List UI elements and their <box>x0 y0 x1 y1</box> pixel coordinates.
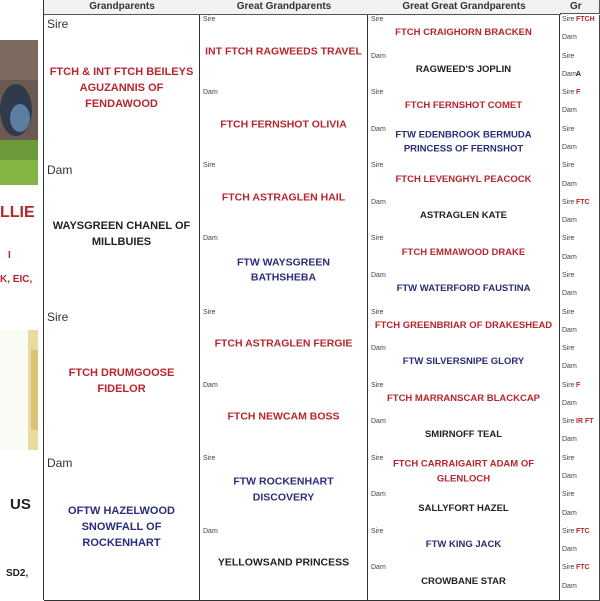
great-grandparent-parent-label: Sire <box>203 454 216 462</box>
great-grandparent-name: FTCH ASTRAGLEN HAIL <box>221 191 346 204</box>
ancestor-parent-label: Dam <box>562 509 577 517</box>
ancestor-cell <box>560 308 600 327</box>
ancestor-cell <box>560 490 600 509</box>
ancestor-parent-label: Sire <box>562 271 575 279</box>
ancestor-parent-label: Sire <box>562 564 575 572</box>
ancestor-cell <box>560 326 600 345</box>
great-great-grandparent-cell <box>368 454 560 492</box>
puppy-title-fragment: I <box>8 250 11 261</box>
great-great-grandparent-name: RAGWEED'S JOPLIN <box>415 63 512 75</box>
ancestor-cell <box>560 52 600 71</box>
great-grandparent-parent-label: Dam <box>203 381 218 389</box>
great-great-grandparent-parent-label: Sire <box>371 89 384 97</box>
great-grandparent-parent-label: Sire <box>203 308 216 316</box>
great-great-grandparent-cell <box>368 563 560 601</box>
ancestor-cell <box>560 582 600 601</box>
great-grandparent-cell <box>200 381 368 455</box>
great-grandparent-cell <box>200 308 368 382</box>
great-great-grandparent-cell <box>368 88 560 126</box>
ancestor-cell <box>560 198 600 217</box>
ancestor-name-fragment: A <box>576 70 582 78</box>
great-great-grandparent-name: FTCH FERNSHOT COMET <box>404 100 523 112</box>
great-grandparent-name: FTCH NEWCAM BOSS <box>227 410 340 423</box>
great-grandparent-name: FTW ROCKENHART DISCOVERY <box>233 475 334 504</box>
great-great-grandparent-parent-label: Dam <box>371 198 386 206</box>
ancestor-parent-label: Dam <box>562 143 577 151</box>
great-grandparent-cell <box>200 527 368 601</box>
ancestor-cell <box>560 180 600 199</box>
ancestor-cell <box>560 545 600 564</box>
ancestor-cell <box>560 454 600 473</box>
great-great-grandparent-parent-label: Sire <box>371 235 384 243</box>
great-great-grandparent-cell <box>368 417 560 455</box>
ancestor-cell <box>560 509 600 528</box>
ancestor-name-fragment: F <box>576 381 581 389</box>
ancestor-parent-label: Sire <box>562 89 575 97</box>
great-grandparent-parent-label: Sire <box>203 16 216 23</box>
ancestor-parent-label: Sire <box>562 52 575 60</box>
header-great-great-grandparents: Great Great Grandparents <box>368 0 561 15</box>
dam-name-fragment: US <box>10 496 31 513</box>
ancestor-parent-label: Dam <box>562 436 577 444</box>
great-great-grandparent-parent-label: Dam <box>371 491 386 499</box>
ancestor-cell <box>560 70 600 89</box>
ancestor-cell <box>560 234 600 253</box>
dog-photo-lower <box>0 330 38 450</box>
great-great-grandparent-name: FTW SILVERSNIPE GLORY <box>402 356 525 368</box>
ancestor-parent-label: Dam <box>562 107 577 115</box>
ancestor-parent-label: Dam <box>562 399 577 407</box>
ancestor-name-fragment: FTC <box>576 527 590 535</box>
ancestor-parent-label: Dam <box>562 70 577 78</box>
grandparent-cell <box>44 454 200 601</box>
great-grandparent-cell <box>200 15 368 89</box>
ancestor-parent-label: Sire <box>562 454 575 462</box>
great-great-grandparent-name: FTCH LEVENGHYL PEACOCK <box>395 173 532 185</box>
great-grandparent-name: YELLOWSAND PRINCESS <box>217 556 350 569</box>
ancestor-cell <box>560 381 600 400</box>
great-great-grandparent-name: FTCH CRAIGHORN BRACKEN <box>395 27 532 39</box>
great-great-grandparent-name: FTW KING JACK <box>425 538 502 550</box>
great-great-grandparent-parent-label: Sire <box>371 454 384 462</box>
great-grandparent-parent-label: Dam <box>203 527 218 535</box>
grandparent-parent-label: Dam <box>47 455 73 470</box>
great-great-grandparent-name: ASTRAGLEN KATE <box>420 209 507 221</box>
great-great-grandparent-cell <box>368 198 560 236</box>
great-grandparent-name: FTCH ASTRAGLEN FERGIE <box>214 337 353 350</box>
great-grandparent-cell <box>200 234 368 308</box>
header-great-grandparents: Great Grandparents <box>200 0 369 15</box>
great-grandparent-name: FTCH FERNSHOT OLIVIA <box>220 117 347 130</box>
ancestor-parent-label: Dam <box>562 473 577 481</box>
ancestor-parent-label: Dam <box>562 217 577 225</box>
great-great-grandparent-cell <box>368 271 560 309</box>
great-great-grandparent-name: FTCH CARRAIGAIRT ADAM OF GLENLOCH <box>392 458 535 485</box>
ancestor-cell <box>560 33 600 52</box>
great-great-grandparent-name: FTW WATERFORD FAUSTINA <box>396 282 531 294</box>
great-great-grandparent-parent-label: Dam <box>371 418 386 426</box>
great-grandparent-name: INT FTCH RAGWEEDS TRAVEL <box>205 44 362 57</box>
great-great-grandparent-cell <box>368 125 560 163</box>
ancestor-cell <box>560 253 600 272</box>
ancestor-parent-label: Sire <box>562 527 575 535</box>
grandparent-name: WAYSGREEN CHANEL OF MILLBUIES <box>52 220 191 249</box>
dog-photo <box>0 40 38 185</box>
ancestor-parent-label: Dam <box>562 253 577 261</box>
grandparent-cell <box>44 308 200 455</box>
ancestor-parent-label: Sire <box>562 198 575 206</box>
ancestor-cell <box>560 161 600 180</box>
ancestor-parent-label: Dam <box>562 180 577 188</box>
ancestor-cell <box>560 399 600 418</box>
great-grandparent-name: FTW WAYSGREEN BATHSHEBA <box>237 256 330 284</box>
puppy-health-fragment: K, EIC, <box>0 274 33 285</box>
ancestor-cell <box>560 216 600 235</box>
great-grandparent-cell <box>200 161 368 235</box>
great-grandparent-cell <box>200 454 368 528</box>
ancestor-name-fragment: FTC <box>576 564 590 572</box>
great-great-grandparent-parent-label: Sire <box>371 381 384 389</box>
grandparent-name: FTCH DRUMGOOSE FIDELOR <box>68 366 175 395</box>
great-great-grandparent-name: SMIRNOFF TEAL <box>424 429 503 441</box>
ancestor-parent-label: Sire <box>562 16 575 23</box>
great-great-grandparent-parent-label: Dam <box>371 271 386 279</box>
great-great-grandparent-name: FTCH GREENBRIAR OF DRAKESHEAD <box>374 319 553 331</box>
great-great-grandparent-name: FTW EDENBROOK BERMUDA PRINCESS OF FERNSHOT <box>395 129 532 155</box>
ancestor-cell <box>560 472 600 491</box>
ancestor-name-fragment: FTC <box>576 198 590 206</box>
great-great-grandparent-name: CROWBANE STAR <box>421 575 506 587</box>
ancestor-parent-label: Dam <box>562 546 577 554</box>
ancestor-parent-label: Dam <box>562 363 577 371</box>
ancestor-parent-label: Dam <box>562 326 577 334</box>
ancestor-cell <box>560 362 600 381</box>
great-great-grandparent-cell <box>368 344 560 382</box>
great-grandparent-cell <box>200 88 368 162</box>
great-great-grandparent-parent-label: Dam <box>371 345 386 353</box>
great-great-grandparent-cell <box>368 490 560 528</box>
ancestor-cell <box>560 289 600 308</box>
great-great-grandparent-cell <box>368 161 560 199</box>
ancestor-cell <box>560 125 600 144</box>
grandparent-parent-label: Dam <box>47 163 73 178</box>
dam-health-fragment: SD2, <box>6 568 29 579</box>
left-panel <box>0 0 44 600</box>
great-great-grandparent-cell <box>368 15 560 53</box>
ancestor-cell <box>560 271 600 290</box>
grandparent-parent-label: Sire <box>47 309 69 324</box>
ancestor-cell <box>560 344 600 363</box>
great-grandparent-parent-label: Sire <box>203 162 216 170</box>
grandparent-cell <box>44 15 200 162</box>
ancestor-cell <box>560 417 600 436</box>
header-grandparents: Grandparents <box>44 0 201 15</box>
ancestor-cell <box>560 563 600 582</box>
great-great-grandparent-parent-label: Dam <box>371 52 386 60</box>
ancestor-parent-label: Sire <box>562 381 575 389</box>
great-great-grandparent-parent-label: Dam <box>371 125 386 133</box>
puppy-name-fragment: LLIE <box>0 204 35 221</box>
great-great-grandparent-parent-label: Sire <box>371 162 384 170</box>
great-grandparent-parent-label: Dam <box>203 89 218 97</box>
ancestor-name-fragment: IR FT <box>576 418 594 426</box>
ancestor-parent-label: Dam <box>562 34 577 42</box>
header-next-generation: Gr <box>560 0 600 14</box>
great-great-grandparent-cell <box>368 234 560 272</box>
ancestor-cell <box>560 15 600 34</box>
ancestor-cell <box>560 435 600 454</box>
great-great-grandparent-name: FTCH MARRANSCAR BLACKCAP <box>386 392 541 404</box>
grandparent-parent-label: Sire <box>47 17 69 31</box>
ancestor-parent-label: Dam <box>562 290 577 298</box>
great-great-grandparent-parent-label: Dam <box>371 564 386 572</box>
ancestor-parent-label: Sire <box>562 308 575 316</box>
great-great-grandparent-cell <box>368 308 560 346</box>
ancestor-cell <box>560 88 600 107</box>
ancestor-parent-label: Sire <box>562 235 575 243</box>
great-great-grandparent-parent-label: Sire <box>371 308 384 316</box>
ancestor-parent-label: Sire <box>562 125 575 133</box>
great-great-grandparent-name: FTCH EMMAWOOD DRAKE <box>401 246 526 258</box>
great-great-grandparent-cell <box>368 381 560 419</box>
ancestor-parent-label: Dam <box>562 582 577 590</box>
grandparent-name: OFTW HAZELWOOD SNOWFALL OF ROCKENHART <box>68 504 175 549</box>
grandparent-cell <box>44 161 200 308</box>
great-grandparent-parent-label: Dam <box>203 235 218 243</box>
great-great-grandparent-cell <box>368 52 560 90</box>
great-great-grandparent-parent-label: Sire <box>371 527 384 535</box>
ancestor-parent-label: Sire <box>562 162 575 170</box>
ancestor-parent-label: Sire <box>562 491 575 499</box>
ancestor-parent-label: Sire <box>562 345 575 353</box>
ancestor-cell <box>560 143 600 162</box>
great-great-grandparent-parent-label: Sire <box>371 16 384 23</box>
ancestor-name-fragment: F <box>576 89 581 97</box>
ancestor-cell <box>560 527 600 546</box>
ancestor-cell <box>560 106 600 125</box>
great-great-grandparent-cell <box>368 527 560 565</box>
ancestor-name-fragment: FTCH <box>576 16 595 23</box>
ancestor-parent-label: Sire <box>562 418 575 426</box>
grandparent-name: FTCH & INT FTCH BEILEYS AGUZANNIS OF FENDAWOOD <box>49 66 194 111</box>
great-great-grandparent-name: SALLYFORT HAZEL <box>418 502 509 514</box>
